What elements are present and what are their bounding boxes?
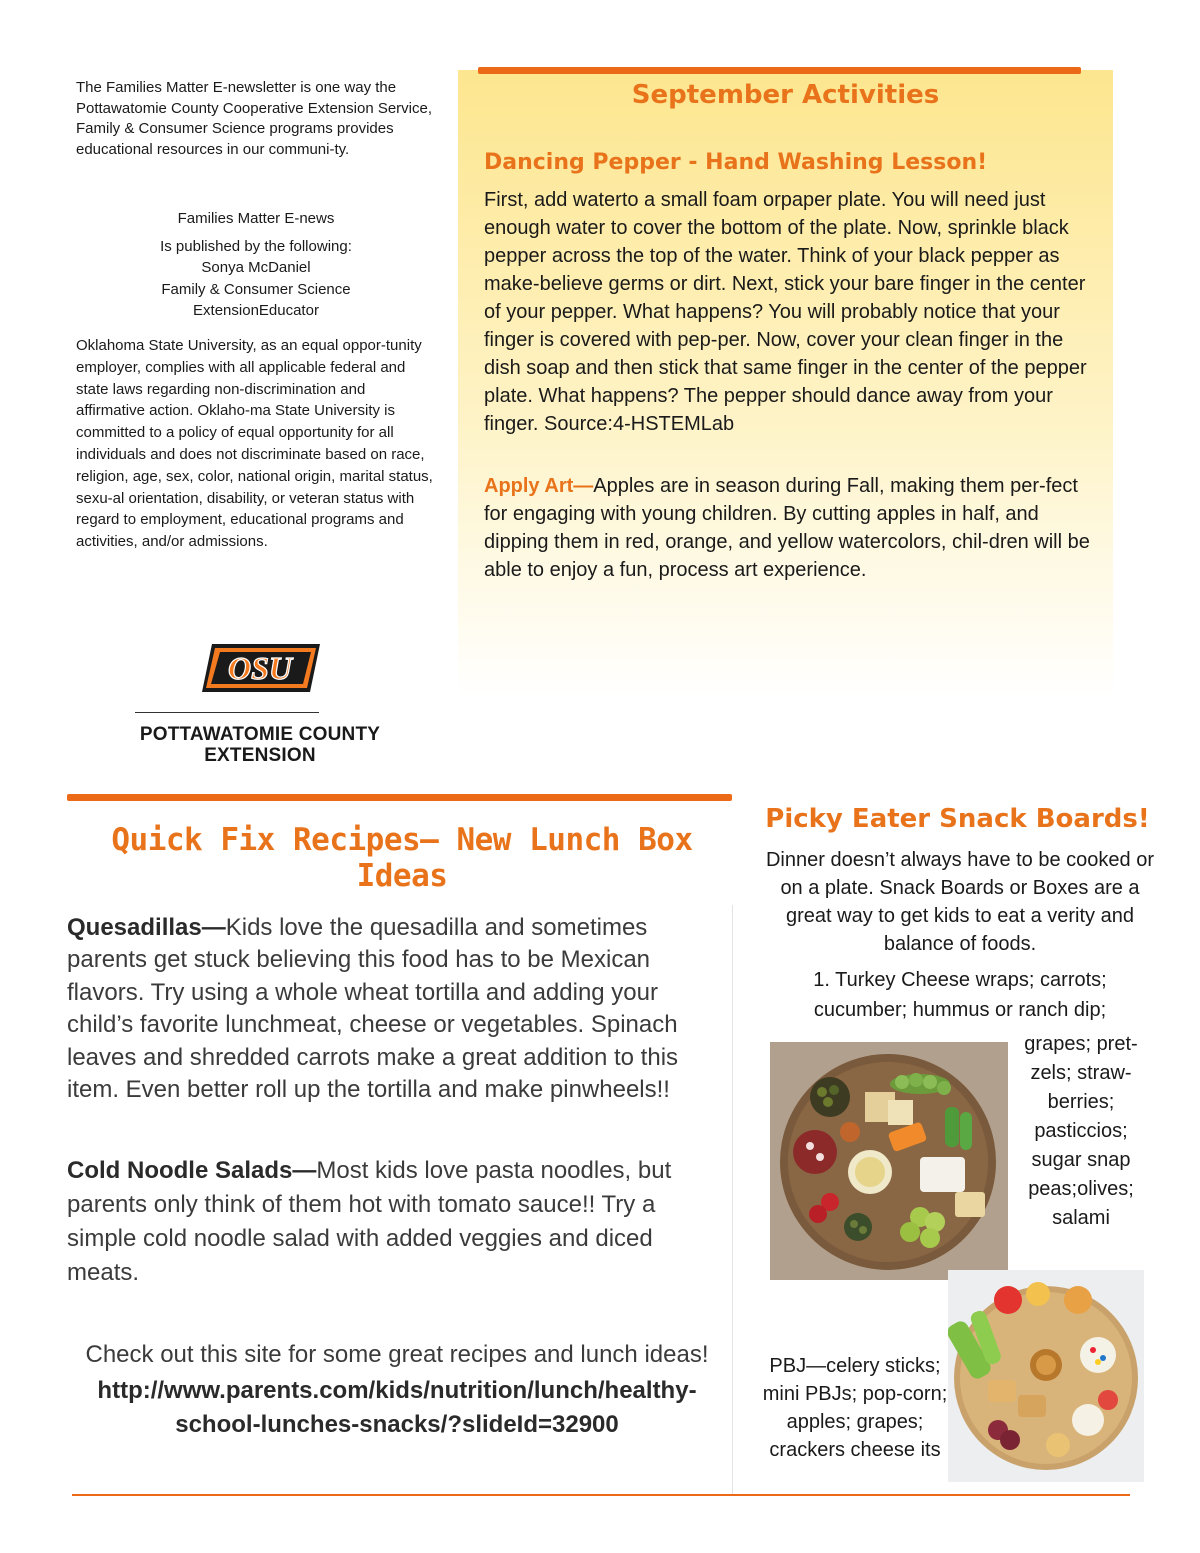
logo-divider	[135, 712, 319, 713]
september-title: September Activities	[631, 80, 940, 110]
publisher-block	[76, 208, 436, 322]
noodle-salads-body: Most kids love pasta noodles, but parents only think of them hot with tomato sauce!! Try a simple cold noodle salad with added veggies and diced meats.	[67, 1157, 672, 1286]
dancing-pepper-heading: Dancing Pepper - Hand Washing Lesson!	[484, 150, 988, 175]
eeo-statement: Oklahoma State University, as an equal oppor-tunity employer, complies with all applicable federal and state laws regarding non-discrimination and affirmative action. Oklaho-ma State University is committed to a policy of equal opportunity for all individuals and does not discriminate based on race, religion, age, sex, color, national origin, marital status, sexu-al orientation, disability, or veteran status with regard to employment, educational programs and activities, and/or admissions.	[76, 337, 433, 551]
september-top-rule	[478, 67, 1081, 74]
column-divider	[732, 905, 733, 1495]
recipes-link[interactable]: http://www.parents.com/kids/nutrition/lunch/healthy-school-lunches-snacks/?slideId=32900	[97, 1377, 697, 1438]
pbj-snack-list: PBJ—celery sticks; mini PBJs; pop-corn; apples; grapes; crackers cheese its	[762, 1355, 948, 1461]
apply-art-paragraph	[484, 472, 1094, 584]
snack-list-continued: grapes; pret-zels; straw-berries; pasticcios; sugar snap peas;olives; salami	[1024, 1033, 1138, 1229]
osu-logo-icon	[200, 640, 322, 696]
publisher-line: Is published by the following:	[160, 237, 352, 255]
publisher-line: Families Matter E-news	[177, 210, 335, 227]
recipes-title: Quick Fix Recipes— New Lunch Box Ideas	[111, 822, 693, 894]
dancing-pepper-body: First, add waterto a small foam orpaper plate. You will need just enough water to cover the bottom of the plate. Now, sprinkle black pepper across the top of the water. Think of your black pepper as make-believe germs or dirt. Next, stick your bare finger in the center of your pepper. What happens? You will probably notice that your finger is covered with pep-per. Now, cover your clean finger in the dish soap and then stick that same finger in the center of the pepper plate. What happens? The pepper should dance away from your finger. Source:4-HSTEMLab	[484, 189, 1087, 435]
snack-list-line: cucumber; hummus or ranch dip;	[813, 999, 1107, 1021]
extension-line: EXTENSION	[204, 745, 316, 766]
county-line: POTTAWATOMIE COUNTY	[139, 724, 381, 745]
quesadillas-paragraph	[67, 912, 727, 1106]
publisher-line: ExtensionEducator	[193, 302, 319, 319]
publisher-line: Family & Consumer Science	[161, 280, 351, 298]
intro-text: The Families Matter E-newsletter is one way the Pottawatomie County Cooperative Extension Service, Family & Consumer Science programs provides educational resources in our communi-ty.	[76, 79, 433, 158]
picky-eater-intro: Dinner doesn’t always have to be cooked or on a plate. Snack Boards or Boxes are a great way to get kids to eat a verity and balance of foods.	[765, 849, 1154, 955]
quesadillas-body: Kids love the quesadilla and sometimes parents get stuck believing this food has to be Mexican flavors. Try using a whole wheat tortilla and adding your child’s favorite lunchmeat, cheese or vegetables. Spinach leaves and shredded carrots make a great addition to this item. Even better roll up the tortilla and make pinwheels!!	[67, 914, 679, 1104]
pbj-snack-board-photo	[948, 1270, 1144, 1482]
osu-mark-text: OSU	[227, 650, 293, 686]
apply-art-label: Apply Art—	[484, 475, 594, 497]
quesadillas-lead: Quesadillas—	[67, 914, 226, 941]
noodle-salads-paragraph	[67, 1154, 727, 1290]
recipes-top-rule	[67, 794, 732, 801]
publisher-name: Sonya McDaniel	[201, 259, 311, 276]
apply-art-body: Apples are in season during Fall, making them per-fect for engaging with young children. By cutting apples in half, and dipping them in red, orange, and yellow watercolors, chil-dren will be able to enjoy a fun, process art experience.	[484, 475, 1090, 581]
site-note: Check out this site for some great recipes and lunch ideas!	[85, 1341, 709, 1368]
bottom-rule	[72, 1494, 1130, 1496]
snack-board-photo	[770, 1042, 1008, 1280]
picky-eater-title: Picky Eater Snack Boards!	[765, 804, 1150, 834]
extension-logo	[130, 640, 390, 770]
snack-list-line: 1. Turkey Cheese wraps; carrots;	[813, 969, 1107, 991]
noodle-salads-lead: Cold Noodle Salads—	[67, 1157, 317, 1184]
county-name	[130, 724, 390, 766]
